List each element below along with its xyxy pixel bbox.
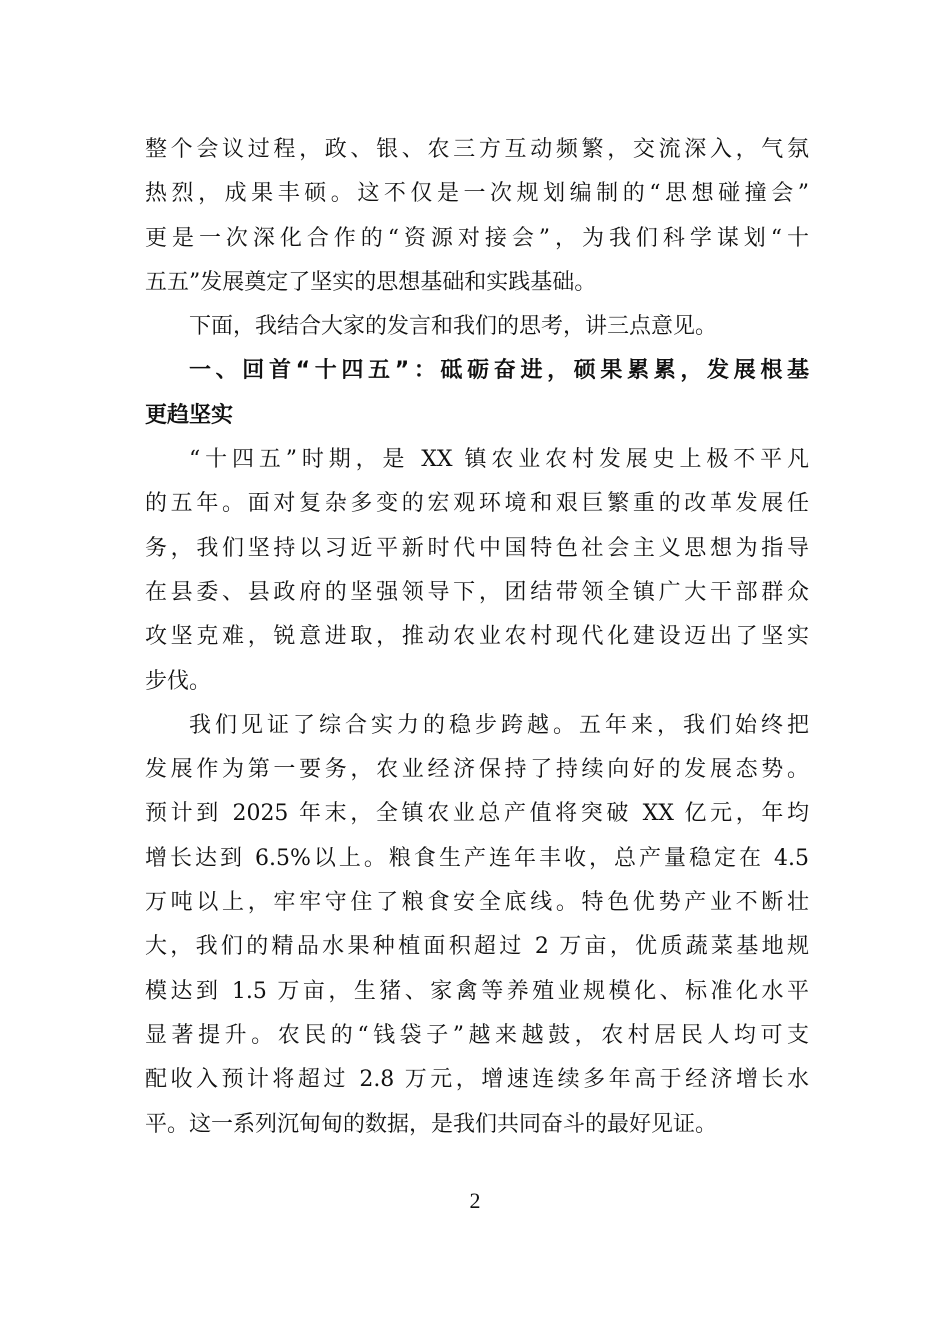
text-line: 预计到 2025 年末，全镇农业总产值将突破 XX 亿元，年均 [145, 801, 809, 827]
paragraph-intro [145, 305, 809, 349]
text-line: 显著提升。农民的“钱袋子”越来越鼓，农村居民人均可支 [145, 1022, 809, 1048]
text-line: 大，我们的精品水果种植面积超过 2 万亩，优质蔬菜基地规 [145, 934, 809, 960]
text-line: 务，我们坚持以习近平新时代中国特色社会主义思想为指导 [145, 535, 809, 561]
text-line: 下面，我结合大家的发言和我们的思考，讲三点意见。 [189, 314, 718, 340]
text-line: 攻坚克难，锐意进取，推动农业农村现代化建设迈出了坚实 [145, 624, 809, 650]
document-body [145, 128, 809, 1147]
text-line: 配收入预计将超过 2.8 万元，增速连续多年高于经济增长水 [145, 1067, 809, 1093]
text-line: 整个会议过程，政、银、农三方互动频繁，交流深入，气氛 [145, 137, 809, 162]
text-line: “十四五”时期，是 XX 镇农业农村发展史上极不平凡 [189, 447, 809, 473]
text-line: 模达到 1.5 万亩，生猪、家禽等养殖业规模化、标准化水平 [145, 978, 809, 1004]
text-line: 发展作为第一要务，农业经济保持了持续向好的发展态势。 [145, 757, 809, 783]
text-line: 我们见证了综合实力的稳步跨越。五年来，我们始终把 [189, 712, 809, 738]
page-number: 2 [469, 1188, 481, 1213]
text-line: 一、回首“十四五”：砥砺奋进，硕果累累，发展根基 [189, 358, 809, 384]
text-line: 万吨以上，牢牢守住了粮食安全底线。特色优势产业不断壮 [145, 890, 809, 916]
paragraph-meeting-summary [145, 128, 809, 305]
text-line: 在县委、县政府的坚强领导下，团结带领全镇广大干部群众 [145, 579, 809, 605]
text-line: 的五年。面对复杂多变的宏观环境和艰巨繁重的改革发展任 [145, 491, 809, 517]
text-line: 五五”发展奠定了坚实的思想基础和实践基础。 [145, 269, 597, 295]
text-line: 热烈，成果丰硕。这不仅是一次规划编制的“思想碰撞会” [145, 181, 809, 207]
text-line: 平。这一系列沉甸甸的数据，是我们共同奋斗的最好见证。 [145, 1111, 718, 1137]
paragraph-achievements [145, 704, 809, 1147]
text-line: 更是一次深化合作的“资源对接会”，为我们科学谋划“十 [145, 225, 809, 251]
paragraph-review [145, 438, 809, 704]
text-line: 步伐。 [145, 668, 212, 694]
section-heading [145, 349, 809, 438]
text-line: 更趋坚实 [145, 402, 234, 428]
text-line: 增长达到 6.5%以上。粮食生产连年丰收，总产量稳定在 4.5 [145, 845, 809, 871]
